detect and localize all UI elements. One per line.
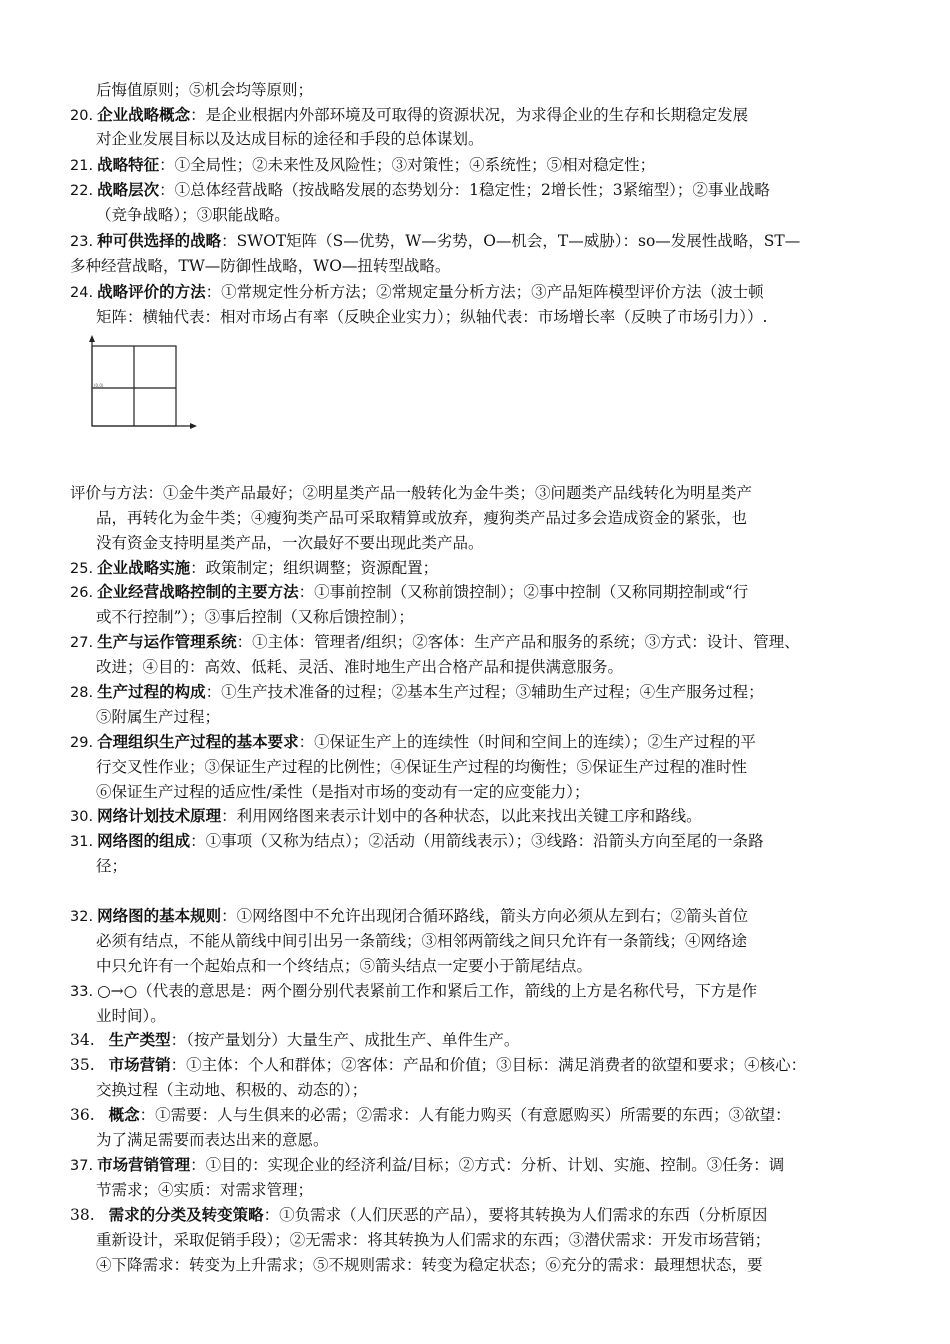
numbered-item (0, 829, 950, 854)
item-text: ：是企业根据内外部环境及可取得的资源状况，为求得企业的生存和长期稳定发展 (190, 106, 749, 124)
numbered-item (0, 556, 950, 581)
item-text: ○→○（代表的意思是：两个圈分别代表紧前工作和紧后工作，箭线的上方是名称代号，下方是作 (97, 982, 758, 1000)
item-text: 为了满足需要而表达出来的意愿。 (96, 1131, 329, 1149)
numbered-item (0, 280, 950, 305)
numbered-item (0, 1203, 950, 1227)
item-number: 34. (70, 1031, 95, 1049)
item-heading: 生产过程的构成 (97, 682, 206, 701)
numbered-item (0, 630, 950, 655)
item-number: 28. (70, 685, 94, 701)
item-text: ：SWOT矩阵（S—优势，W—劣势，O—机会，T—威胁）：so—发展性战略，ST— (221, 232, 801, 250)
item-heading: 生产与运作管理系统 (97, 632, 237, 651)
item-text: ：①总体经营战略（按战略发展的态势划分：1稳定性；2增长性；3紧缩型）；②事业战略 (159, 181, 770, 199)
item-text: 评价与方法：①金牛类产品最好；②明星类产品一般转化为金牛类；③问题类产品线转化为明星类产 (70, 484, 753, 502)
text-line (0, 254, 950, 278)
item-text: ：①网络图中不允许出现闭合循环路线，箭头方向必须从左到右；②箭头首位 (221, 907, 749, 925)
item-text: ：（按产量划分）大量生产、成批生产、单件生产。 (170, 1031, 520, 1049)
item-text: ：①常规定性分析方法；②常规定量分析方法；③产品矩阵模型评价方法（波士顿 (205, 283, 764, 301)
item-heading: 企业经营战略控制的主要方法 (97, 582, 299, 601)
text-line (0, 78, 950, 102)
numbered-item (0, 730, 950, 755)
item-text: 中只允许有一个起始点和一个终结点；⑤箭头结点一定要小于箭尾结点。 (96, 957, 593, 975)
item-text: ：①目的：实现企业的经济利益/目标；②方式：分析、计划、实施、控制。③任务：调 (190, 1156, 785, 1174)
numbered-item (0, 1153, 950, 1178)
item-heading: 需求的分类及转变策略 (108, 1205, 264, 1224)
numbered-item (0, 103, 950, 128)
item-text: 交换过程（主动地、积极的、动态的）； (96, 1081, 368, 1099)
item-text: ④下降需求：转变为上升需求；⑤不规则需求：转变为稳定状态；⑥充分的需求：最理想状态，要 (96, 1256, 763, 1274)
item-text: ：①保证生产上的连续性（时间和空间上的连续）；②生产过程的平 (298, 733, 756, 751)
item-number: 20. (70, 108, 94, 124)
item-number: 27. (70, 635, 94, 651)
item-number: 30. (70, 809, 94, 825)
item-text: 后悔值原则；⑤机会均等原则； (96, 81, 314, 99)
text-line (0, 954, 950, 978)
text-line (0, 127, 950, 151)
item-number: 31. (70, 834, 94, 850)
item-heading: 概念 (108, 1105, 140, 1124)
numbered-item (0, 804, 950, 829)
item-number: 25. (70, 561, 94, 577)
item-number: 38. (70, 1206, 95, 1224)
item-heading: 生产类型 (108, 1030, 171, 1049)
numbered-item (0, 580, 950, 605)
item-text: ⑥保证生产过程的适应性/柔性（是指对市场的变动有一定的应变能力）； (96, 783, 590, 801)
text-line (0, 655, 950, 679)
item-text: 矩阵：横轴代表：相对市场占有率（反映企业实力）；纵轴代表：市场增长率（反映了市场引力））. (96, 308, 768, 326)
item-text: 对企业发展目标以及达成目标的途径和手段的总体谋划。 (96, 130, 484, 148)
item-number: 35. (70, 1056, 95, 1074)
item-heading: 网络图的组成 (97, 831, 191, 850)
numbered-item (0, 229, 950, 254)
item-text: ：①全局性；②未来性及风险性；③对策性；④系统性；⑤相对稳定性； (159, 156, 656, 174)
item-heading: 网络计划技术原理 (97, 806, 222, 825)
item-heading: 种可供选择的战略 (97, 231, 222, 250)
item-number: 26. (70, 585, 94, 601)
numbered-item (0, 153, 950, 178)
text-line (0, 780, 950, 804)
item-heading: 市场营销管理 (97, 1155, 191, 1174)
item-number: 33. (70, 984, 94, 1000)
text-line (0, 605, 950, 629)
numbered-item (0, 680, 950, 705)
item-text: ：①主体：管理者/组织；②客体：生产产品和服务的系统；③方式：设计、管理、 (236, 633, 800, 651)
item-text: 品，再转化为金牛类；④瘦狗类产品可采取精算或放弃，瘦狗类产品过多会造成资金的紧张，也 (96, 509, 748, 527)
item-text: ：政策制定；组织调整；资源配置； (190, 559, 439, 577)
text-line (0, 854, 950, 878)
item-text: （竞争战略）；③职能战略。 (96, 206, 290, 224)
text-line (0, 1078, 950, 1102)
text-line (0, 755, 950, 779)
item-text: ：①主体：个人和群体；②客体：产品和价值；③目标：满足消费者的欲望和要求；④核心： (170, 1056, 807, 1074)
item-heading: 合理组织生产过程的基本要求 (97, 732, 299, 751)
item-text: 节需求；④实质：对需求管理； (96, 1181, 314, 1199)
text-line (0, 203, 950, 227)
item-heading: 网络图的基本规则 (97, 906, 222, 925)
item-text: 行交叉性作业；③保证生产过程的比例性；④保证生产过程的均衡性；⑤保证生产过程的准时性 (96, 758, 748, 776)
item-text: 必须有结点，不能从箭线中间引出另一条箭线；③相邻两箭线之间只允许有一条箭线；④网络途 (96, 932, 748, 950)
text-line (0, 1178, 950, 1202)
item-heading: 战略评价的方法 (97, 282, 206, 301)
item-number: 22. (70, 183, 94, 199)
item-text: 没有资金支持明星类产品，一次最好不要出现此类产品。 (96, 534, 484, 552)
x-axis-arrow-icon (190, 423, 197, 429)
numbered-item (0, 904, 950, 929)
item-text: 改进；④目的：高效、低耗、灵活、准时地生产出合格产品和提供满意服务。 (96, 658, 624, 676)
item-text: 业时间）。 (96, 1007, 166, 1025)
item-number: 36. (70, 1106, 95, 1124)
text-line (0, 481, 950, 505)
text-line (0, 305, 950, 329)
item-text: 重新设计，采取促销手段）；②无需求：将其转换为人们需求的东西；③潜伏需求：开发市场营销； (96, 1231, 771, 1249)
item-text: ：①事项（又称为结点）；②活动（用箭线表示）；③线路：沿箭头方向至尾的一条路 (190, 832, 764, 850)
item-number: 21. (70, 158, 94, 174)
item-text: ：利用网络图来表示计划中的各种状态，以此来找出关键工序和路线。 (221, 807, 702, 825)
item-text: ：①需要：人与生俱来的必需；②需求：人有能力购买（有意愿购买）所需要的东西；③欲望： (139, 1106, 791, 1124)
item-heading: 企业战略概念 (97, 105, 191, 124)
item-number: 37. (70, 1158, 94, 1174)
text-line (0, 1128, 950, 1152)
item-text: ：①生产技术准备的过程；②基本生产过程；③辅助生产过程；④生产服务过程； (205, 683, 764, 701)
figure-label: (0,0) (94, 383, 104, 388)
item-text: 或不行控制”）；③事后控制（又称后馈控制）； (96, 608, 414, 626)
text-line (0, 929, 950, 953)
text-line (0, 1228, 950, 1252)
item-number: 24. (70, 285, 94, 301)
item-heading: 市场营销 (108, 1055, 171, 1074)
text-line (0, 531, 950, 555)
item-number: 32. (70, 909, 94, 925)
text-line (0, 506, 950, 530)
item-number: 23. (70, 234, 94, 250)
numbered-item (0, 979, 950, 1004)
numbered-item (0, 178, 950, 203)
text-line (0, 705, 950, 729)
item-text: ：①事前控制（又称前馈控制）；②事中控制（又称同期控制或“行 (298, 583, 749, 601)
numbered-item (0, 1053, 950, 1077)
item-heading: 企业战略实施 (97, 558, 191, 577)
item-heading: 战略特征 (97, 155, 160, 174)
bcg-matrix-figure (84, 332, 200, 432)
numbered-item (0, 1028, 950, 1052)
text-line (0, 1004, 950, 1028)
item-text: ⑤附属生产过程； (96, 708, 221, 726)
item-text: 径； (96, 857, 128, 875)
item-heading: 战略层次 (97, 180, 160, 199)
numbered-item (0, 1103, 950, 1127)
item-text: 多种经营战略，TW—防御性战略，WO—扭转型战略。 (70, 257, 451, 275)
item-number: 29. (70, 735, 94, 751)
item-text: ：①负需求（人们厌恶的产品），要将其转换为人们需求的东西（分析原因 (263, 1206, 768, 1224)
y-axis-arrow-icon (89, 335, 95, 342)
text-line (0, 1253, 950, 1277)
